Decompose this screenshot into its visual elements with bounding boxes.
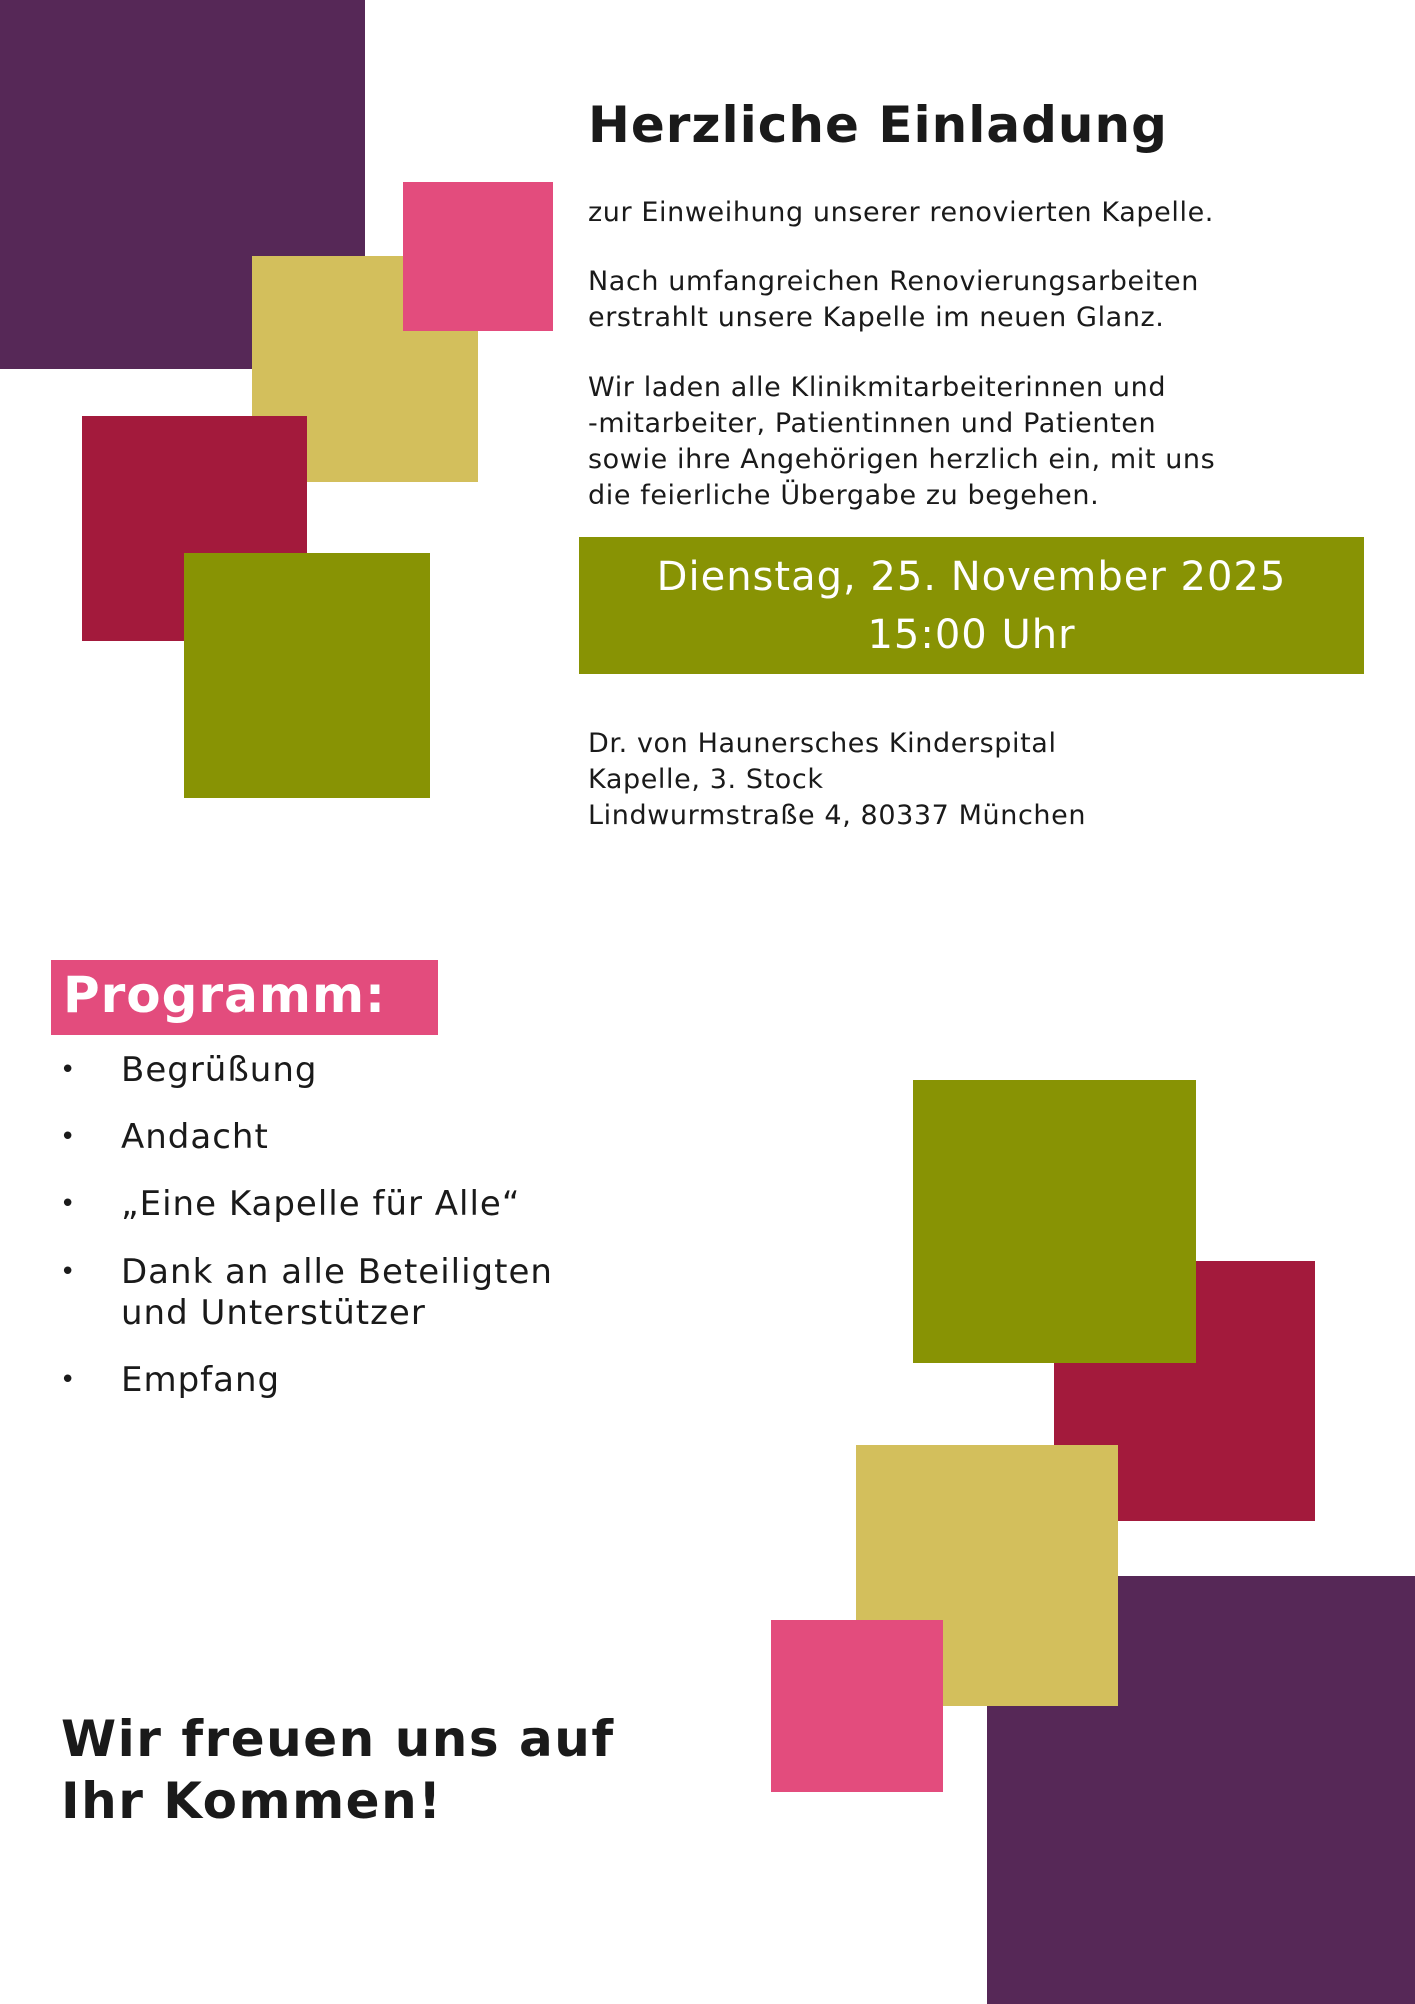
decor-square-pink-bottom: [771, 1620, 943, 1792]
paragraph-2-line-2: -mitarbeiter, Patientinnen und Patienten: [588, 408, 1157, 439]
invitation-paragraph-1: [588, 264, 1199, 336]
paragraph-2-line-4: die feierliche Übergabe zu begehen.: [588, 480, 1100, 511]
decor-square-pink-top: [403, 182, 553, 331]
location-line-2: Kapelle, 3. Stock: [588, 764, 824, 795]
bullet-icon: •: [60, 1122, 77, 1152]
location-line-3: Lindwurmstraße 4, 80337 München: [588, 800, 1087, 831]
program-heading-box: [51, 960, 438, 1035]
invitation-paragraph-2: [588, 370, 1215, 514]
program-item-text: Empfang: [121, 1360, 281, 1400]
event-location: [588, 726, 1086, 834]
program-heading: Programm:: [63, 966, 387, 1024]
decor-square-olive-bottom-front: [913, 1080, 1196, 1363]
program-item: [0, 1252, 720, 1336]
program-item-text: „Eine Kapelle für Alle“: [121, 1184, 521, 1224]
bullet-icon: •: [60, 1189, 77, 1219]
closing-line-2: Ihr Kommen!: [61, 1772, 443, 1830]
bullet-icon: •: [60, 1257, 77, 1287]
paragraph-1-line-1: Nach umfangreichen Renovierungsarbeiten: [588, 266, 1199, 297]
paragraph-2-line-3: sowie ihre Angehörigen herzlich ein, mit uns: [588, 444, 1216, 475]
event-date-box: [579, 537, 1364, 674]
program-item-text: Andacht: [121, 1117, 269, 1157]
bullet-icon: •: [60, 1055, 77, 1085]
event-time: 15:00 Uhr: [867, 611, 1076, 658]
program-item-text-line-1: Dank an alle Beteiligten: [121, 1252, 553, 1292]
location-line-1: Dr. von Haunersches Kinderspital: [588, 728, 1057, 759]
program-item-text-line-2: und Unterstützer: [121, 1293, 426, 1333]
decor-square-olive-top: [184, 553, 430, 798]
invitation-title: Herzliche Einladung: [588, 96, 1168, 154]
invitation-subtitle: zur Einweihung unserer renovierten Kapelle.: [588, 197, 1214, 228]
closing-message: [61, 1708, 615, 1832]
event-date: Dienstag, 25. November 2025: [656, 553, 1287, 600]
paragraph-2-line-1: Wir laden alle Klinikmitarbeiterinnen und: [588, 372, 1167, 403]
closing-line-1: Wir freuen uns auf: [61, 1710, 615, 1768]
program-item-text: Begrüßung: [121, 1050, 318, 1090]
paragraph-1-line-2: erstrahlt unsere Kapelle im neuen Glanz.: [588, 302, 1165, 333]
bullet-icon: •: [60, 1365, 77, 1395]
